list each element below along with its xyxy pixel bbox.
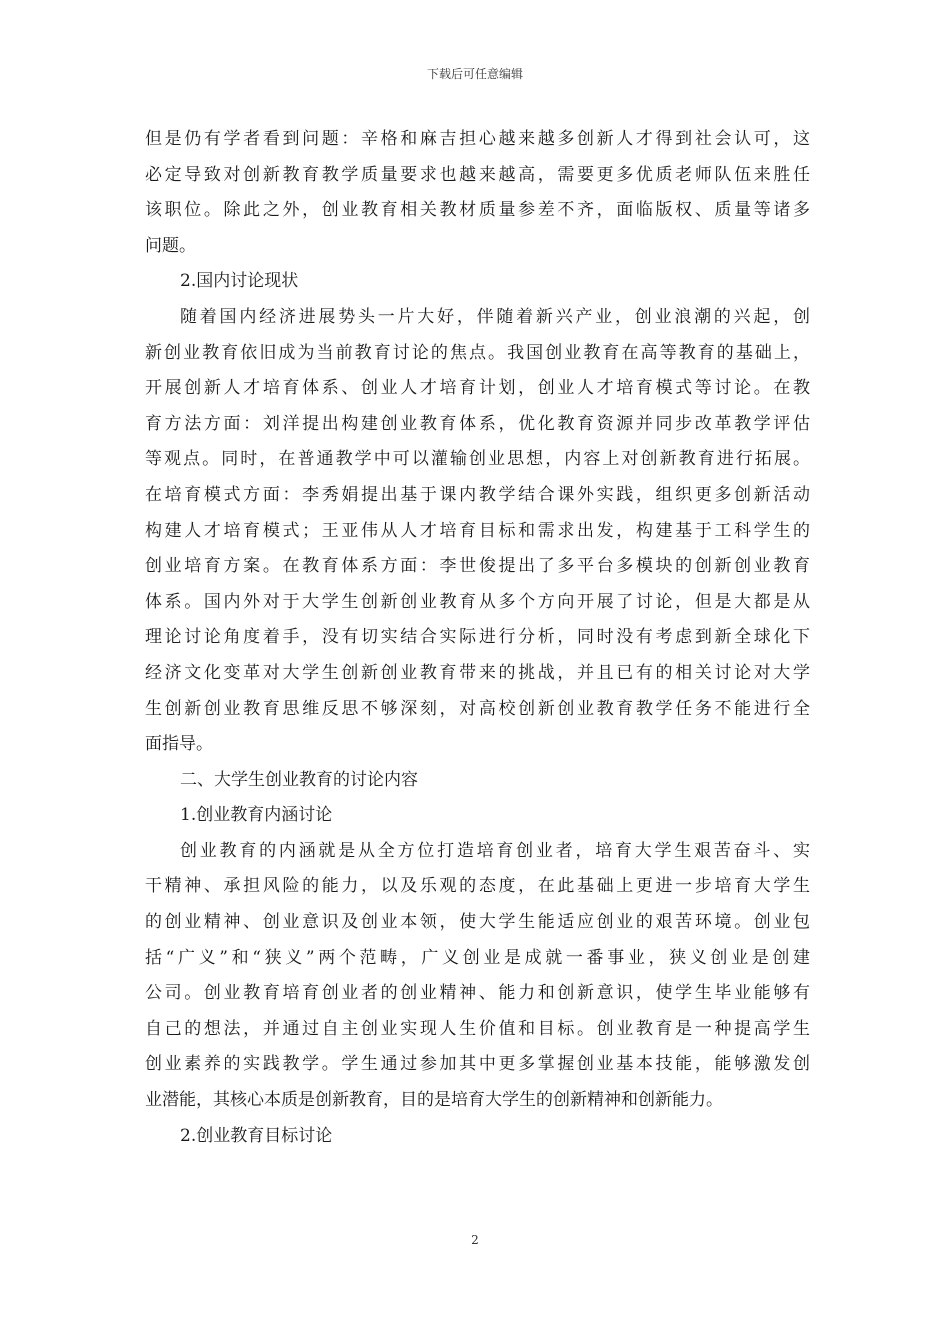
paragraph-line: 育方法方面：刘洋提出构建创业教育体系，优化教育资源并同步改革教学评估 (145, 413, 810, 434)
paragraph-line: 问题。 (145, 235, 196, 256)
paragraph-line: 理论讨论角度着手，没有切实结合实际进行分析，同时没有考虑到新全球化下 (145, 627, 810, 648)
paragraph-line: 创业培育方案。在教育体系方面：李世俊提出了多平台多模块的创新创业教育 (145, 556, 810, 577)
paragraph-line: 该职位。除此之外，创业教育相关教材质量参差不齐，面临版权、质量等诸多 (145, 200, 810, 221)
section-heading-domestic-status: 2.国内讨论现状 (180, 271, 299, 292)
paragraph-line: 括“广义”和“狭义”两个范畴，广义创业是成就一番事业，狭义创业是创建 (145, 947, 810, 968)
paragraph-line: 干精神、承担风险的能力，以及乐观的态度，在此基础上更进一步培育大学生 (145, 876, 810, 897)
paragraph-line: 自己的想法，并通过自主创业实现人生价值和目标。创业教育是一种提高学生 (145, 1018, 810, 1039)
section-heading-goal: 2.创业教育目标讨论 (180, 1125, 333, 1146)
page-number: 2 (471, 1233, 479, 1247)
paragraph-line: 必定导致对创新教育教学质量要求也越来越高，需要更多优质老师队伍来胜任 (145, 164, 810, 185)
paragraph-line: 经济文化变革对大学生创新创业教育带来的挑战，并且已有的相关讨论对大学 (145, 662, 810, 683)
paragraph-line: 体系。国内外对于大学生创新创业教育从多个方向开展了讨论，但是大都是从 (145, 591, 810, 612)
paragraph-line: 但是仍有学者看到问题：辛格和麻吉担心越来越多创新人才得到社会认可，这 (145, 129, 810, 149)
paragraph-line: 生创新创业教育思维反思不够深刻，对高校创新创业教育教学任务不能进行全 (145, 698, 810, 719)
paragraph-line: 构建人才培育模式；王亚伟从人才培育目标和需求出发，构建基于工科学生的 (145, 520, 810, 541)
page-header: 下载后可任意编辑 (426, 67, 523, 81)
paragraph-line: 等观点。同时，在普通教学中可以灌输创业思想，内容上对创新教育进行拓展。 (145, 449, 810, 470)
paragraph-line: 的创业精神、创业意识及创业本领，使大学生能适应创业的艰苦环境。创业包 (145, 912, 810, 933)
paragraph-line: 创业教育的内涵就是从全方位打造培育创业者，培育大学生艰苦奋斗、实 (180, 840, 810, 861)
section-heading-research-content: 二、大学生创业教育的讨论内容 (180, 769, 418, 790)
paragraph-line: 新创业教育依旧成为当前教育讨论的焦点。我国创业教育在高等教育的基础上， (145, 342, 810, 363)
paragraph-line: 面指导。 (145, 734, 213, 755)
paragraph-line: 在培育模式方面：李秀娟提出基于课内教学结合课外实践，组织更多创新活动 (145, 484, 810, 505)
paragraph-line: 开展创新人才培育体系、创业人才培育计划，创业人才培育模式等讨论。在教 (145, 378, 810, 399)
document-body (145, 122, 810, 1154)
paragraph-line: 业潜能，其核心本质是创新教育，目的是培育大学生的创新精神和创新能力。 (145, 1090, 723, 1111)
paragraph-line: 公司。创业教育培育创业者的创业精神、能力和创新意识，使学生毕业能够有 (145, 983, 810, 1004)
section-heading-connotation: 1.创业教育内涵讨论 (180, 805, 333, 826)
paragraph-line: 创业素养的实践教学。学生通过参加其中更多掌握创业基本技能，能够激发创 (145, 1054, 810, 1075)
paragraph-line: 随着国内经济进展势头一片大好，伴随着新兴产业，创业浪潮的兴起，创 (180, 306, 810, 327)
